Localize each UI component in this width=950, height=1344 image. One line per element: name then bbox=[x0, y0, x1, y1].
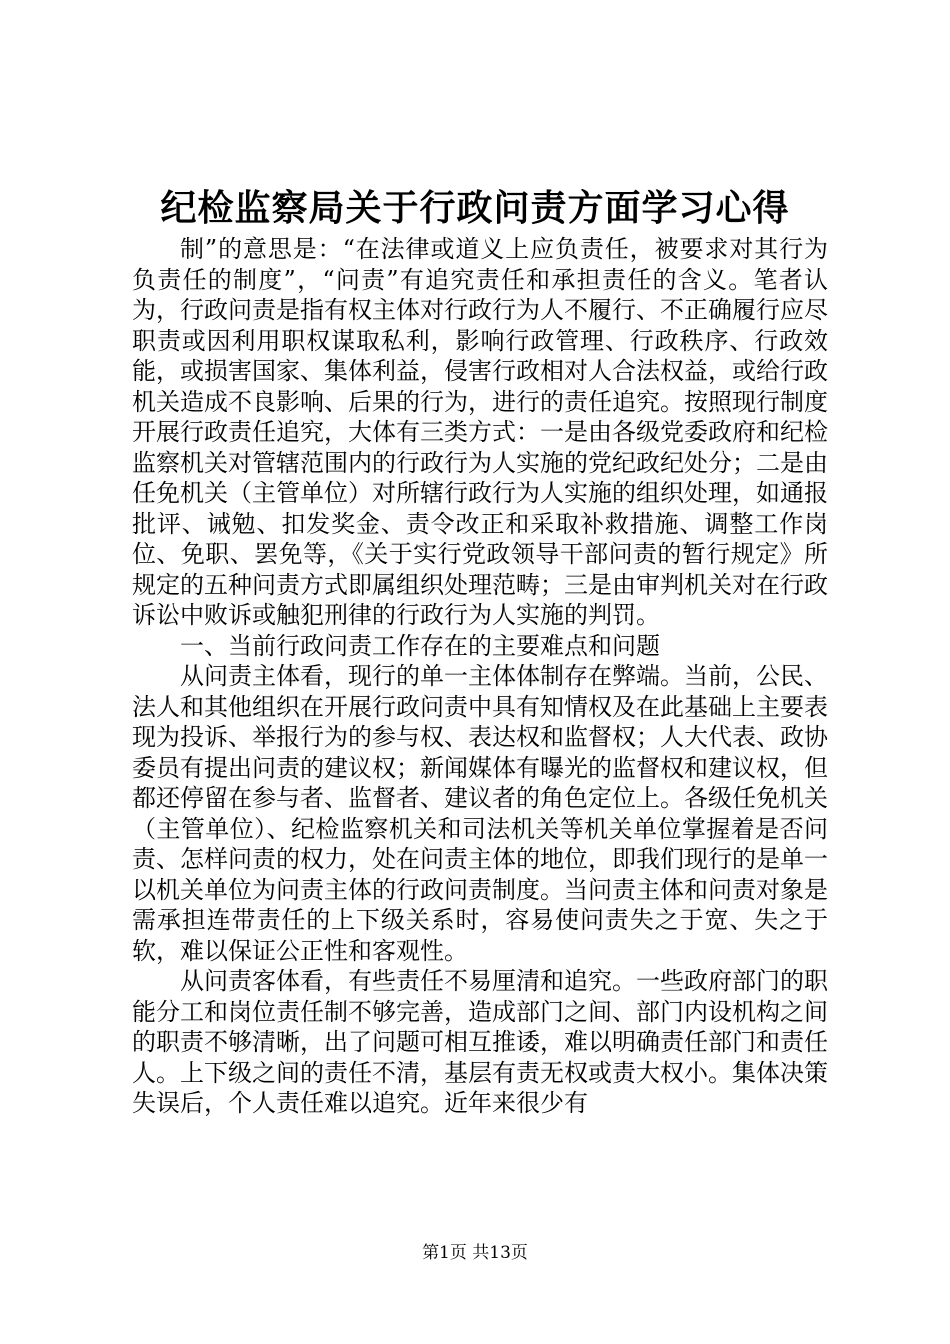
document-title: 纪检监察局关于行政问责方面学习心得 bbox=[160, 187, 790, 229]
paragraph-accountability-object: 从问责客体看，有些责任不易厘清和追究。一些政府部门的职能分工和岗位责任制不够完善，造成部门之间、部门内设机构之间的职责不够清晰，出了问题可相互推诿，难以明确责任部门和责任人。上下级之间的责任不清，基层有责无权或责大权小。集体决策失误后，个人责任难以追究。近年来很少有 bbox=[132, 967, 828, 1117]
paragraph-accountability-subject: 从问责主体看，现行的单一主体体制存在弊端。当前，公民、法人和其他组织在开展行政问责中具有知情权及在此基础上主要表现为投诉、举报行为的参与权、表达权和监督权；人大代表、政协委员有提出问责的建议权；新闻媒体有曝光的监督权和建议权，但都还停留在参与者、监督者、建议者的角色定位上。各级任免机关（主管单位）、纪检监察机关和司法机关等机关单位掌握着是否问责、怎样问责的权力，处在问责主体的地位，即我们现行的是单一以机关单位为问责主体的行政问责制度。当问责主体和问责对象是需承担连带责任的上下级关系时，容易使问责失之于宽、失之于软，难以保证公正性和客观性。 bbox=[132, 662, 828, 965]
page-number-footer: 第1页 共13页 bbox=[422, 1243, 528, 1263]
paragraph-definition: 制”的意思是：“在法律或道义上应负责任，被要求对其行为负责任的制度”，“问责”有追究责任和承担责任的含义。笔者认为，行政问责是指有权主体对行政行为人不履行、不正确履行应尽职责或因利用职权谋取私利，影响行政管理、行政秩序、行政效能，或损害国家、集体利益，侵害行政相对人合法权益，或给行政机关造成不良影响、后果的行为，进行的责任追究。按照现行制度开展行政责任追究，大体有三类方式：一是由各级党委政府和纪检监察机关对管辖范围内的行政行为人实施的党纪政纪处分；二是由任免机关（主管单位）对所辖行政行为人实施的组织处理，如通报批评、诫勉、扣发奖金、责令改正和采取补救措施、调整工作岗位、免职、罢免等，《关于实行党政领导干部问责的暂行规定》所规定的五种问责方式即属组织处理范畴；三是由审判机关对在行政诉讼中败诉或触犯刑律的行政行为人实施的判罚。 bbox=[132, 235, 828, 629]
document-body bbox=[132, 234, 828, 1119]
section-heading: 一、当前行政问责工作存在的主要难点和问题 bbox=[180, 631, 660, 660]
